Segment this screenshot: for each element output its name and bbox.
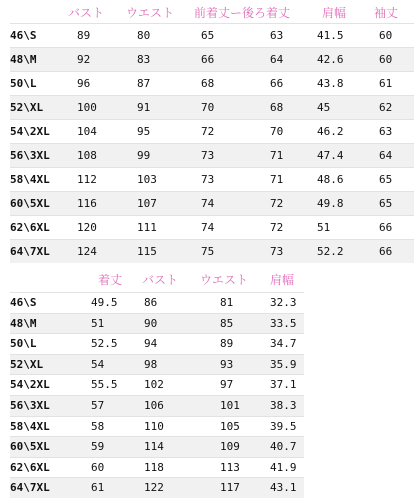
table-row xyxy=(10,374,304,395)
cell-length: 49.5 xyxy=(91,296,118,309)
cell-shoulder: 43.8 xyxy=(317,77,344,90)
cell-size: 60\5XL xyxy=(10,440,50,454)
cell-waist: 97 xyxy=(220,378,234,392)
size-table-top-header xyxy=(10,5,414,23)
cell-sleeve: 65 xyxy=(379,197,393,210)
header-bust: バスト xyxy=(142,273,179,287)
cell-bust: 124 xyxy=(77,245,97,258)
table-row xyxy=(10,333,304,354)
cell-bust: 98 xyxy=(144,357,158,371)
cell-waist: 103 xyxy=(137,173,157,186)
cell-waist: 105 xyxy=(220,419,240,433)
cell-front-length: 72 xyxy=(201,125,215,138)
cell-length: 51 xyxy=(91,316,105,330)
cell-bust: 108 xyxy=(77,149,97,162)
cell-front-length: 75 xyxy=(201,245,215,258)
cell-waist: 115 xyxy=(137,245,157,258)
cell-bust: 102 xyxy=(144,378,164,392)
cell-back-length: 71 xyxy=(270,173,284,186)
cell-bust: 100 xyxy=(77,101,97,114)
cell-shoulder: 48.6 xyxy=(317,173,344,186)
cell-length: 61 xyxy=(91,481,105,495)
cell-length: 59 xyxy=(91,440,105,454)
cell-back-length: 66 xyxy=(270,77,284,90)
table-row xyxy=(10,95,414,119)
cell-shoulder: 34.7 xyxy=(270,337,297,351)
cell-waist: 111 xyxy=(137,221,157,234)
table-row xyxy=(10,167,414,191)
cell-length: 57 xyxy=(91,398,105,412)
cell-shoulder: 33.5 xyxy=(270,316,297,330)
cell-front-length: 73 xyxy=(201,173,215,186)
cell-sleeve: 64 xyxy=(379,149,393,162)
cell-shoulder: 41.9 xyxy=(270,460,297,474)
header-length: 着丈 xyxy=(98,273,123,287)
cell-bust: 116 xyxy=(77,197,97,210)
cell-size: 50\L xyxy=(10,77,37,90)
cell-shoulder: 38.3 xyxy=(270,398,297,412)
header-bust: バスト xyxy=(68,6,105,20)
cell-shoulder: 35.9 xyxy=(270,357,297,371)
cell-length: 58 xyxy=(91,419,105,433)
cell-bust: 112 xyxy=(77,173,97,186)
cell-size: 48\M xyxy=(10,316,37,330)
cell-shoulder: 49.8 xyxy=(317,197,344,210)
cell-waist: 113 xyxy=(220,460,240,474)
table-row xyxy=(10,292,304,313)
cell-back-length: 73 xyxy=(270,245,284,258)
cell-shoulder: 41.5 xyxy=(317,29,344,42)
cell-back-length: 64 xyxy=(270,53,284,66)
cell-shoulder: 32.3 xyxy=(270,296,297,309)
cell-size: 62\6XL xyxy=(10,221,50,234)
cell-waist: 109 xyxy=(220,440,240,454)
cell-size: 54\2XL xyxy=(10,125,50,138)
cell-bust: 110 xyxy=(144,419,164,433)
cell-sleeve: 61 xyxy=(379,77,393,90)
size-table-top-body xyxy=(10,23,414,263)
cell-front-length: 74 xyxy=(201,221,215,234)
cell-size: 58\4XL xyxy=(10,419,50,433)
header-front-back-length: 前着丈ー後ろ着丈 xyxy=(194,6,291,20)
table-row xyxy=(10,416,304,437)
table-row xyxy=(10,215,414,239)
header-sleeve: 袖丈 xyxy=(374,6,399,20)
cell-shoulder: 52.2 xyxy=(317,245,344,258)
cell-bust: 92 xyxy=(77,53,91,66)
cell-length: 54 xyxy=(91,357,105,371)
cell-waist: 89 xyxy=(220,337,234,351)
cell-size: 46\S xyxy=(10,296,37,309)
cell-size: 62\6XL xyxy=(10,460,50,474)
cell-waist: 91 xyxy=(137,101,151,114)
cell-sleeve: 66 xyxy=(379,221,393,234)
cell-shoulder: 46.2 xyxy=(317,125,344,138)
cell-size: 52\XL xyxy=(10,357,44,371)
cell-size: 64\7XL xyxy=(10,245,50,258)
cell-waist: 95 xyxy=(137,125,151,138)
size-table-top xyxy=(10,5,414,263)
table-row xyxy=(10,119,414,143)
size-table-bottom xyxy=(10,270,304,498)
cell-length: 55.5 xyxy=(91,378,118,392)
cell-bust: 106 xyxy=(144,398,164,412)
cell-shoulder: 40.7 xyxy=(270,440,297,454)
cell-bust: 118 xyxy=(144,460,164,474)
cell-sleeve: 60 xyxy=(379,29,393,42)
cell-length: 52.5 xyxy=(91,337,118,351)
cell-bust: 89 xyxy=(77,29,91,42)
cell-bust: 120 xyxy=(77,221,97,234)
cell-bust: 94 xyxy=(144,337,158,351)
table-row xyxy=(10,143,414,167)
cell-bust: 90 xyxy=(144,316,158,330)
table-row xyxy=(10,71,414,95)
header-shoulder: 肩幅 xyxy=(322,6,347,20)
cell-waist: 101 xyxy=(220,398,240,412)
cell-back-length: 72 xyxy=(270,197,284,210)
cell-waist: 117 xyxy=(220,481,240,495)
cell-front-length: 66 xyxy=(201,53,215,66)
cell-bust: 122 xyxy=(144,481,164,495)
cell-waist: 99 xyxy=(137,149,151,162)
table-row xyxy=(10,23,414,47)
table-row xyxy=(10,354,304,375)
cell-bust: 104 xyxy=(77,125,97,138)
table-row xyxy=(10,436,304,457)
cell-back-length: 71 xyxy=(270,149,284,162)
cell-back-length: 68 xyxy=(270,101,284,114)
cell-shoulder: 39.5 xyxy=(270,419,297,433)
cell-waist: 83 xyxy=(137,53,151,66)
cell-front-length: 65 xyxy=(201,29,215,42)
cell-front-length: 70 xyxy=(201,101,215,114)
header-shoulder: 肩幅 xyxy=(270,273,295,287)
table-row xyxy=(10,47,414,71)
cell-back-length: 63 xyxy=(270,29,284,42)
cell-size: 60\5XL xyxy=(10,197,50,210)
cell-size: 56\3XL xyxy=(10,398,50,412)
cell-size: 50\L xyxy=(10,337,37,351)
cell-size: 54\2XL xyxy=(10,378,50,392)
cell-size: 46\S xyxy=(10,29,37,42)
cell-front-length: 73 xyxy=(201,149,215,162)
table-row xyxy=(10,477,304,498)
cell-waist: 107 xyxy=(137,197,157,210)
cell-shoulder: 37.1 xyxy=(270,378,297,392)
cell-sleeve: 60 xyxy=(379,53,393,66)
cell-size: 48\M xyxy=(10,53,37,66)
size-table-bottom-body xyxy=(10,292,304,498)
table-row xyxy=(10,395,304,416)
table-row xyxy=(10,239,414,263)
cell-length: 60 xyxy=(91,460,105,474)
cell-size: 52\XL xyxy=(10,101,44,114)
table-row xyxy=(10,191,414,215)
header-waist: ウエスト xyxy=(200,273,249,287)
cell-size: 64\7XL xyxy=(10,481,50,495)
cell-size: 56\3XL xyxy=(10,149,50,162)
cell-sleeve: 63 xyxy=(379,125,393,138)
cell-waist: 85 xyxy=(220,316,234,330)
cell-waist: 93 xyxy=(220,357,234,371)
table-row xyxy=(10,457,304,478)
header-waist: ウエスト xyxy=(126,6,175,20)
cell-waist: 80 xyxy=(137,29,151,42)
cell-sleeve: 62 xyxy=(379,101,393,114)
cell-shoulder: 42.6 xyxy=(317,53,344,66)
cell-size: 58\4XL xyxy=(10,173,50,186)
cell-back-length: 72 xyxy=(270,221,284,234)
size-table-bottom-header xyxy=(10,270,304,292)
cell-shoulder: 47.4 xyxy=(317,149,344,162)
cell-back-length: 70 xyxy=(270,125,284,138)
cell-front-length: 74 xyxy=(201,197,215,210)
cell-shoulder: 45 xyxy=(317,101,331,114)
cell-sleeve: 65 xyxy=(379,173,393,186)
cell-sleeve: 66 xyxy=(379,245,393,258)
cell-shoulder: 43.1 xyxy=(270,481,297,495)
cell-bust: 114 xyxy=(144,440,164,454)
table-row xyxy=(10,313,304,334)
cell-shoulder: 51 xyxy=(317,221,331,234)
cell-waist: 81 xyxy=(220,296,234,309)
cell-waist: 87 xyxy=(137,77,151,90)
cell-bust: 96 xyxy=(77,77,91,90)
cell-front-length: 68 xyxy=(201,77,215,90)
cell-bust: 86 xyxy=(144,296,158,309)
